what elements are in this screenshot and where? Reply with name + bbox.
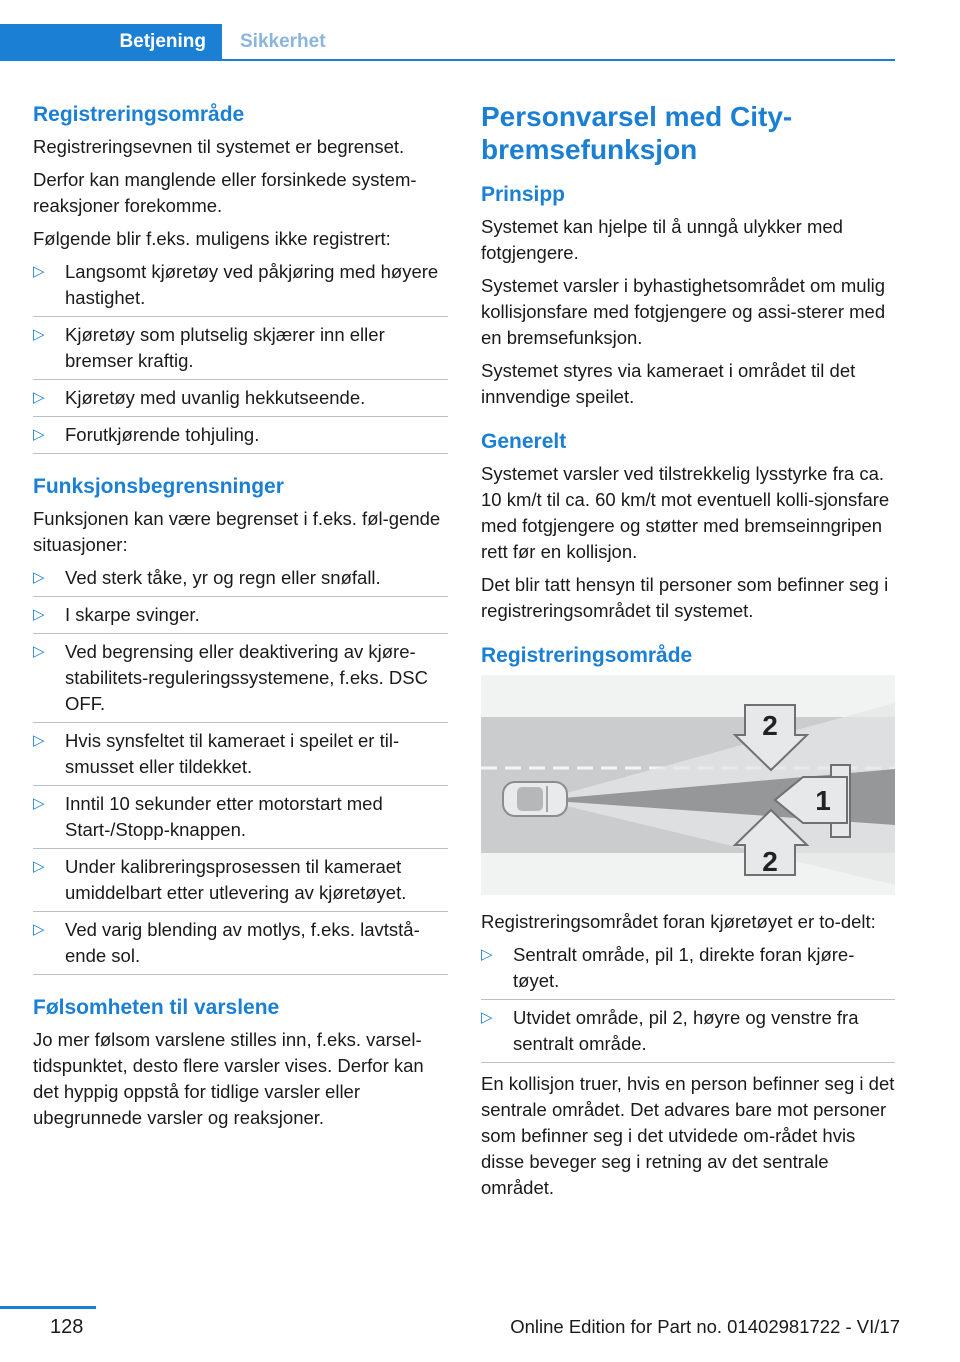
paragraph: Registreringsevnen til systemet er begrenset. bbox=[33, 136, 405, 157]
left-column bbox=[33, 100, 448, 1138]
arrow-label-1: 1 bbox=[815, 785, 831, 816]
paragraph: Systemet varsler ved tilstrekkelig lysstyrke fra ca. 10 km/t til ca. 60 km/t mot eventuell kolli-sjonsfare med fotgjengere og støtter med bremseinngripen rett før en kollisjon. bbox=[481, 463, 890, 562]
paragraph: Følgende blir f.eks. muligens ikke registrert: bbox=[33, 228, 391, 249]
section-title-registreringsomrade-right: Registreringsområde bbox=[481, 644, 693, 667]
list-item: ▷ Ved sterk tåke, yr og regn eller snøfall. bbox=[33, 565, 448, 597]
paragraph: Jo mer følsom varslene stilles inn, f.eks. varsel-tidspunktet, desto flere varsler vises. Derfor kan det hyppig oppstå for tidlige varsler eller ubegrunnede varsler og reaksjoner. bbox=[33, 1029, 424, 1128]
list-item: ▷ Forutkjørende tohjuling. bbox=[33, 422, 448, 454]
list-item: ▷ Langsomt kjøretøy ved påkjøring med høyere hastighet. bbox=[33, 259, 448, 317]
section-title-funksjonsbegrensninger: Funksjonsbegrensninger bbox=[33, 475, 284, 498]
page-title: Personvarsel med City-bremsefunksjon bbox=[481, 101, 793, 165]
right-column bbox=[481, 100, 895, 1208]
section-title-generelt: Generelt bbox=[481, 430, 567, 453]
section-title-prinsipp: Prinsipp bbox=[481, 183, 566, 206]
triangle-bullet-icon: ▷ bbox=[33, 389, 45, 406]
list-item: ▷ Under kalibreringsprosessen til kameraet umiddelbart etter utlevering av kjøretøyet. bbox=[33, 854, 448, 912]
list-item: ▷ Utvidet område, pil 2, høyre og venstre fra sentralt område. bbox=[481, 1005, 895, 1063]
triangle-bullet-icon: ▷ bbox=[481, 1009, 493, 1026]
paragraph: En kollisjon truer, hvis en person befinner seg i det sentrale området. Det advares bare mot personer som befinner seg i det utvidede om-rådet hvis disse beveger seg i retning av det sentrale området. bbox=[481, 1073, 895, 1198]
list-item: ▷ Ved begrensing eller deaktivering av kjøre-stabilitets-reguleringssystemene, f.eks. DSC OFF. bbox=[33, 639, 448, 723]
arrow-label-2-bottom: 2 bbox=[762, 846, 778, 877]
page-number: 128 bbox=[50, 1316, 84, 1338]
section-title-registreringsomrade: Registreringsområde bbox=[33, 103, 245, 126]
bullet-list bbox=[33, 565, 448, 975]
triangle-bullet-icon: ▷ bbox=[33, 606, 45, 623]
triangle-bullet-icon: ▷ bbox=[33, 426, 45, 443]
paragraph: Systemet styres via kameraet i området til det innvendige speilet. bbox=[481, 360, 856, 407]
paragraph: Systemet kan hjelpe til å unngå ulykker med fotgjengere. bbox=[481, 216, 843, 263]
edition-label: Online Edition for Part no. 01402981722 - VI/17 bbox=[510, 1316, 900, 1337]
triangle-bullet-icon: ▷ bbox=[33, 569, 45, 586]
tab-betjening[interactable]: Betjening bbox=[0, 24, 222, 60]
paragraph: Registreringsområdet foran kjøretøyet er to-delt: bbox=[481, 911, 876, 932]
arrow-label-2-top: 2 bbox=[762, 710, 778, 741]
list-item: ▷ Sentralt område, pil 1, direkte foran kjøre-tøyet. bbox=[481, 942, 895, 1000]
list-item: ▷ Kjøretøy som plutselig skjærer inn eller bremser kraftig. bbox=[33, 322, 448, 380]
car-icon bbox=[503, 782, 567, 816]
triangle-bullet-icon: ▷ bbox=[33, 795, 45, 812]
paragraph: Systemet varsler i byhastighetsområdet om mulig kollisjonsfare med fotgjengere og assi-sterer med en bremsefunksjon. bbox=[481, 275, 886, 348]
tab-underline bbox=[0, 59, 895, 61]
bullet-list bbox=[33, 259, 448, 454]
bullet-list bbox=[481, 942, 895, 1063]
list-item: ▷ Kjøretøy med uvanlig hekkutseende. bbox=[33, 385, 448, 417]
triangle-bullet-icon: ▷ bbox=[33, 326, 45, 343]
paragraph: Funksjonen kan være begrenset i f.eks. føl-gende situasjoner: bbox=[33, 508, 441, 555]
triangle-bullet-icon: ▷ bbox=[33, 921, 45, 938]
list-item: ▷ Ved varig blending av motlys, f.eks. lavtstå-ende sol. bbox=[33, 917, 448, 975]
section-title-folsomheten: Følsomheten til varslene bbox=[33, 996, 280, 1019]
footer-accent-line bbox=[0, 1306, 96, 1309]
triangle-bullet-icon: ▷ bbox=[33, 263, 45, 280]
triangle-bullet-icon: ▷ bbox=[33, 732, 45, 749]
paragraph: Derfor kan manglende eller forsinkede system-reaksjoner forekomme. bbox=[33, 169, 417, 216]
tab-sikkerhet[interactable]: Sikkerhet bbox=[240, 31, 326, 52]
triangle-bullet-icon: ▷ bbox=[481, 946, 493, 963]
paragraph: Det blir tatt hensyn til personer som befinner seg i registreringsområdet til systemet. bbox=[481, 574, 889, 621]
triangle-bullet-icon: ▷ bbox=[33, 643, 45, 660]
triangle-bullet-icon: ▷ bbox=[33, 858, 45, 875]
list-item: ▷ Inntil 10 sekunder etter motorstart med Start-/Stopp-knappen. bbox=[33, 791, 448, 849]
list-item: ▷ I skarpe svinger. bbox=[33, 602, 448, 634]
chapter-tabs bbox=[0, 24, 895, 60]
list-item: ▷ Hvis synsfeltet til kameraet i speilet er til-smusset eller tildekket. bbox=[33, 728, 448, 786]
detection-area-diagram bbox=[481, 675, 895, 895]
